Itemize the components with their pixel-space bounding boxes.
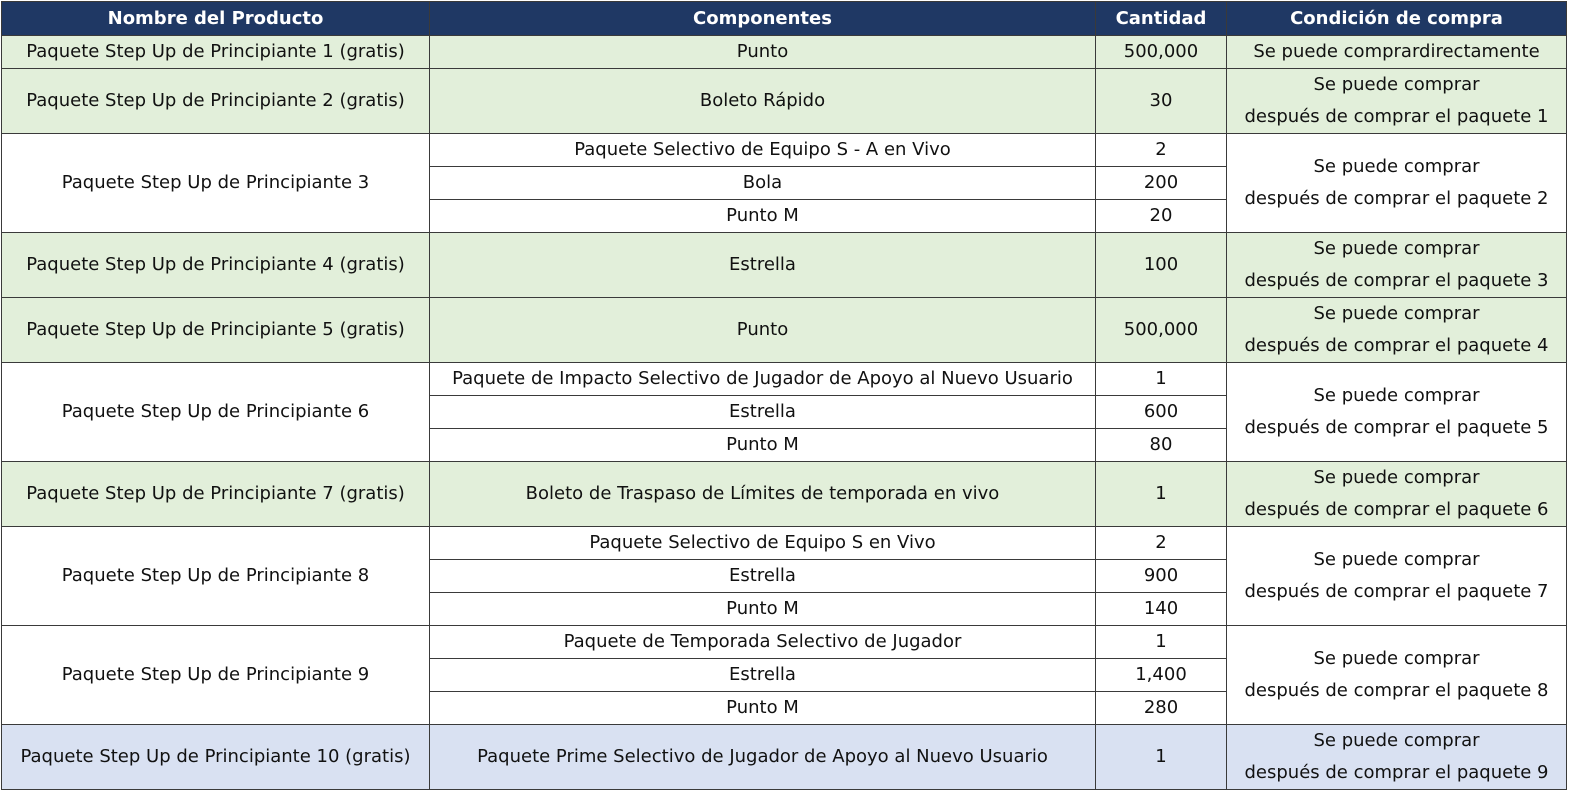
- condition-line: Se puede comprar: [1313, 238, 1480, 259]
- product-name-cell: Paquete Step Up de Principiante 1 (gratis): [2, 36, 430, 69]
- quantity-cell: 1: [1096, 626, 1227, 659]
- quantity-cell: 280: [1096, 692, 1227, 725]
- purchase-condition-cell: [1227, 298, 1567, 363]
- table-row: [2, 134, 1567, 167]
- component-cell: Punto: [430, 298, 1096, 363]
- component-cell: Punto: [430, 36, 1096, 69]
- product-table: [1, 1, 1567, 790]
- purchase-condition-cell: [1227, 527, 1567, 626]
- purchase-condition-cell: [1227, 233, 1567, 298]
- component-cell: Paquete de Temporada Selectivo de Jugador: [430, 626, 1096, 659]
- product-name-cell: Paquete Step Up de Principiante 8: [2, 527, 430, 626]
- table-row: [2, 36, 1567, 69]
- purchase-condition-cell: [1227, 462, 1567, 527]
- table-row: [2, 462, 1567, 527]
- component-cell: Paquete Selectivo de Equipo S - A en Vivo: [430, 134, 1096, 167]
- header-quantity: Cantidad: [1096, 2, 1227, 36]
- header-components: Componentes: [430, 2, 1096, 36]
- condition-line: después de comprar el paquete 5: [1244, 417, 1549, 438]
- component-cell: Estrella: [430, 396, 1096, 429]
- quantity-cell: 1: [1096, 363, 1227, 396]
- table-row: [2, 298, 1567, 363]
- component-cell: Boleto de Traspaso de Límites de temporada en vivo: [430, 462, 1096, 527]
- table-row: [2, 69, 1567, 134]
- quantity-cell: 100: [1096, 233, 1227, 298]
- quantity-cell: 2: [1096, 527, 1227, 560]
- purchase-condition-cell: [1227, 69, 1567, 134]
- quantity-cell: 30: [1096, 69, 1227, 134]
- quantity-cell: 80: [1096, 429, 1227, 462]
- table-row: [2, 233, 1567, 298]
- table-body: [2, 36, 1567, 790]
- condition-line: Se puede comprar: [1313, 730, 1480, 751]
- condition-line: después de comprar el paquete 9: [1244, 762, 1549, 783]
- quantity-cell: 600: [1096, 396, 1227, 429]
- component-cell: Estrella: [430, 233, 1096, 298]
- condition-line: Se puede comprar: [1313, 549, 1480, 570]
- condition-line: después de comprar el paquete 3: [1244, 270, 1549, 291]
- condition-line: Se puede comprar: [1313, 385, 1480, 406]
- quantity-cell: 20: [1096, 200, 1227, 233]
- condition-line: Se puede comprar: [1313, 467, 1480, 488]
- condition-line: después de comprar el paquete 6: [1244, 499, 1549, 520]
- component-cell: Punto M: [430, 200, 1096, 233]
- quantity-cell: 900: [1096, 560, 1227, 593]
- product-name-cell: Paquete Step Up de Principiante 2 (gratis): [2, 69, 430, 134]
- purchase-condition-cell: [1227, 36, 1567, 69]
- purchase-condition-cell: [1227, 134, 1567, 233]
- condition-line: después de comprar el paquete 7: [1244, 581, 1549, 602]
- component-cell: Paquete Prime Selectivo de Jugador de Apoyo al Nuevo Usuario: [430, 725, 1096, 790]
- component-cell: Punto M: [430, 593, 1096, 626]
- condition-line: después de comprar el paquete 2: [1244, 188, 1549, 209]
- quantity-cell: 1: [1096, 725, 1227, 790]
- product-name-cell: Paquete Step Up de Principiante 9: [2, 626, 430, 725]
- product-name-cell: Paquete Step Up de Principiante 7 (gratis): [2, 462, 430, 527]
- condition-line: Se puede comprar: [1313, 156, 1480, 177]
- product-name-cell: Paquete Step Up de Principiante 3: [2, 134, 430, 233]
- quantity-cell: 1,400: [1096, 659, 1227, 692]
- table-row: [2, 626, 1567, 659]
- condition-line: Se puede comprar: [1313, 303, 1480, 324]
- component-cell: Punto M: [430, 429, 1096, 462]
- condition-line: después de comprar el paquete 1: [1244, 106, 1549, 127]
- product-name-cell: Paquete Step Up de Principiante 5 (gratis): [2, 298, 430, 363]
- quantity-cell: 500,000: [1096, 298, 1227, 363]
- component-cell: Paquete de Impacto Selectivo de Jugador de Apoyo al Nuevo Usuario: [430, 363, 1096, 396]
- header-row: [2, 2, 1567, 36]
- condition-line: después de comprar el paquete 4: [1244, 335, 1549, 356]
- quantity-cell: 500,000: [1096, 36, 1227, 69]
- quantity-cell: 140: [1096, 593, 1227, 626]
- condition-line: Se puede comprar: [1313, 648, 1480, 669]
- table-row: [2, 363, 1567, 396]
- component-cell: Punto M: [430, 692, 1096, 725]
- header-product-name: Nombre del Producto: [2, 2, 430, 36]
- quantity-cell: 2: [1096, 134, 1227, 167]
- product-name-cell: Paquete Step Up de Principiante 6: [2, 363, 430, 462]
- product-name-cell: Paquete Step Up de Principiante 10 (gratis): [2, 725, 430, 790]
- product-name-cell: Paquete Step Up de Principiante 4 (gratis): [2, 233, 430, 298]
- purchase-condition-cell: [1227, 626, 1567, 725]
- component-cell: Bola: [430, 167, 1096, 200]
- purchase-condition-cell: [1227, 363, 1567, 462]
- component-cell: Estrella: [430, 659, 1096, 692]
- condition-line: Se puede comprar: [1313, 74, 1480, 95]
- component-cell: Estrella: [430, 560, 1096, 593]
- table-row: [2, 527, 1567, 560]
- header-purchase-condition: Condición de compra: [1227, 2, 1567, 36]
- component-cell: Paquete Selectivo de Equipo S en Vivo: [430, 527, 1096, 560]
- quantity-cell: 200: [1096, 167, 1227, 200]
- condition-line: Se puede comprardirectamente: [1253, 41, 1540, 62]
- purchase-condition-cell: [1227, 725, 1567, 790]
- condition-line: después de comprar el paquete 8: [1244, 680, 1549, 701]
- table-row: [2, 725, 1567, 790]
- component-cell: Boleto Rápido: [430, 69, 1096, 134]
- quantity-cell: 1: [1096, 462, 1227, 527]
